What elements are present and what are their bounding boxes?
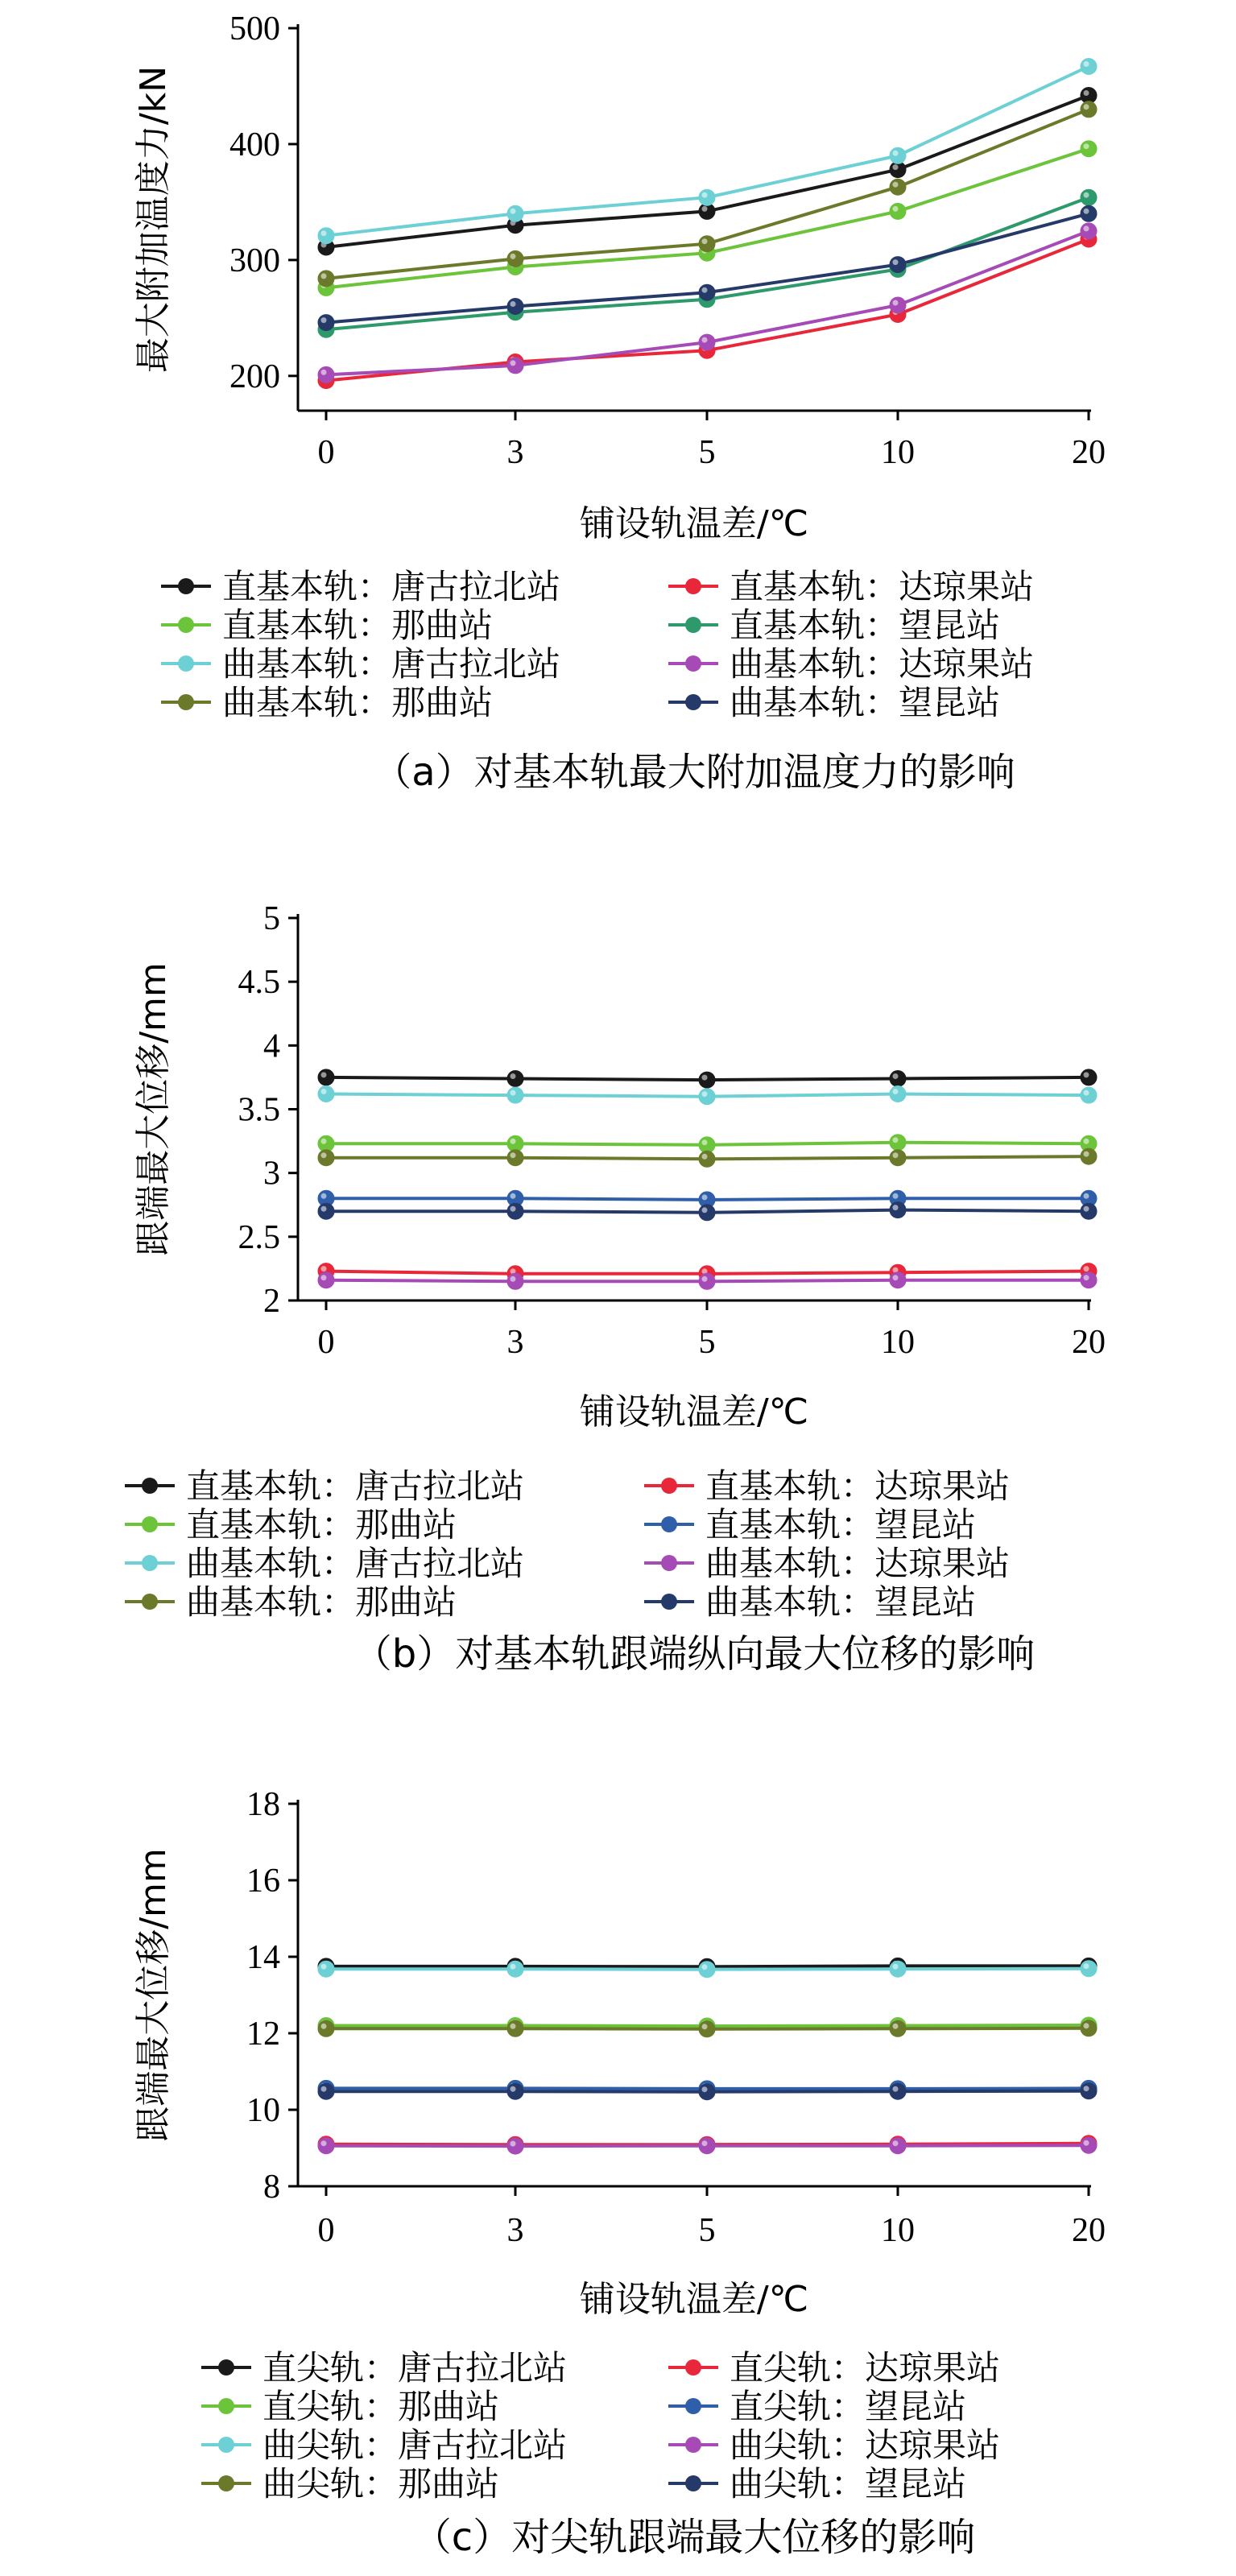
data-point-highlight — [893, 1205, 899, 1210]
x-tick-label: 10 — [881, 2212, 915, 2249]
x-tick-label: 20 — [1072, 434, 1106, 471]
legend-swatch-marker — [661, 1478, 677, 1494]
data-point-highlight — [511, 209, 516, 214]
x-tick-label: 5 — [698, 434, 716, 471]
data-point-highlight — [511, 1139, 516, 1144]
data-point-highlight — [702, 2140, 708, 2146]
data-point-highlight — [1084, 1090, 1089, 1096]
legend-label: 直尖轨：达琼果站 — [730, 2348, 1001, 2388]
data-point-highlight — [1084, 1963, 1089, 1969]
data-point-highlight — [1084, 2023, 1089, 2028]
x-tick-label: 5 — [698, 1324, 716, 1361]
data-point — [1081, 2020, 1097, 2036]
data-point — [1081, 223, 1097, 239]
data-point-highlight — [893, 1137, 899, 1143]
data-point — [699, 236, 715, 252]
y-tick-label: 3.5 — [238, 1091, 280, 1129]
y-tick-label: 500 — [229, 10, 280, 48]
data-point — [890, 203, 906, 219]
legend-label: 曲基本轨：望昆站 — [705, 1582, 977, 1622]
data-point — [1081, 1069, 1097, 1085]
data-point — [507, 1150, 523, 1166]
data-point-highlight — [893, 164, 899, 170]
data-point — [507, 2020, 523, 2036]
figure-caption: （c）对尖轨跟端最大位移的影响 — [412, 2515, 976, 2560]
x-tick-label: 3 — [506, 1324, 524, 1361]
data-point-highlight — [1084, 1072, 1089, 1077]
data-point-highlight — [1084, 61, 1089, 67]
data-point-highlight — [511, 1152, 516, 1158]
data-point-highlight — [321, 370, 327, 375]
data-point-highlight — [1084, 225, 1089, 231]
data-point-highlight — [1084, 1275, 1089, 1280]
y-tick-label: 4.5 — [238, 964, 280, 1002]
data-point-highlight — [702, 1276, 708, 1282]
y-tick-label: 8 — [263, 2169, 280, 2206]
data-point-highlight — [702, 2024, 708, 2029]
data-point — [890, 1272, 906, 1288]
legend-label: 曲尖轨：唐古拉北站 — [262, 2425, 568, 2465]
figure-caption: （b）对基本轨跟端纵向最大位移的影响 — [353, 1631, 1036, 1677]
data-point — [699, 1962, 715, 1978]
y-tick-label: 14 — [246, 1939, 280, 1976]
data-point-highlight — [893, 1193, 899, 1199]
legend-swatch-marker — [142, 1555, 158, 1571]
legend-label: 曲基本轨：那曲站 — [186, 1582, 457, 1622]
data-point-highlight — [1084, 104, 1089, 110]
y-tick-label: 5 — [263, 900, 280, 937]
legend-swatch-marker — [218, 2398, 234, 2414]
legend-swatch-marker — [178, 578, 194, 594]
data-point — [318, 1203, 334, 1219]
legend-label: 直基本轨：唐古拉北站 — [186, 1466, 525, 1506]
x-axis-label: 铺设轨温差/℃ — [579, 503, 809, 544]
y-tick-label: 10 — [246, 2092, 280, 2129]
data-point — [318, 271, 334, 287]
legend-swatch-marker — [685, 2359, 701, 2375]
legend-swatch-marker — [685, 2437, 701, 2453]
data-point-highlight — [893, 2024, 899, 2029]
legend-swatch-marker — [685, 2475, 701, 2491]
y-tick-label: 16 — [246, 1863, 280, 1900]
data-point-highlight — [702, 206, 708, 212]
x-tick-label: 10 — [881, 1324, 915, 1361]
data-point-highlight — [1084, 1152, 1089, 1157]
data-point — [699, 284, 715, 300]
data-point-highlight — [321, 1206, 327, 1212]
data-point — [318, 2020, 334, 2036]
x-tick-label: 20 — [1072, 2212, 1106, 2249]
data-point — [1081, 189, 1097, 205]
data-point-highlight — [702, 1139, 708, 1145]
data-point — [1081, 1148, 1097, 1164]
data-point-highlight — [893, 1964, 899, 1970]
data-point-highlight — [511, 1073, 516, 1079]
data-point-highlight — [511, 301, 516, 307]
data-point — [318, 1272, 334, 1288]
data-point-highlight — [893, 2086, 899, 2092]
legend-swatch-marker — [178, 617, 194, 633]
legend-label: 直基本轨：唐古拉北站 — [222, 567, 561, 606]
data-point-highlight — [321, 1193, 327, 1199]
data-point-highlight — [1084, 2086, 1089, 2091]
data-point-highlight — [511, 1276, 516, 1282]
legend-label: 直尖轨：唐古拉北站 — [262, 2348, 568, 2388]
x-tick-label: 3 — [506, 2212, 524, 2249]
legend-swatch-marker — [685, 617, 701, 633]
data-point — [318, 1961, 334, 1977]
data-point — [1081, 1203, 1097, 1219]
data-point-highlight — [321, 273, 327, 279]
legend-label: 曲基本轨：达琼果站 — [730, 644, 1035, 684]
data-point — [318, 315, 334, 331]
y-tick-label: 400 — [229, 126, 280, 163]
data-point-highlight — [511, 2086, 516, 2092]
data-point — [318, 366, 334, 382]
legend-label: 直尖轨：望昆站 — [730, 2387, 967, 2426]
data-point — [507, 1273, 523, 1289]
legend-swatch-marker — [142, 1478, 158, 1494]
data-point-highlight — [321, 1072, 327, 1077]
legend-label: 曲基本轨：达琼果站 — [705, 1544, 1011, 1583]
legend-label: 直尖轨：那曲站 — [262, 2387, 500, 2426]
legend-swatch-marker — [218, 2359, 234, 2375]
data-point-highlight — [321, 2086, 327, 2092]
x-tick-label: 0 — [317, 2212, 335, 2249]
data-point — [318, 2138, 334, 2154]
x-tick-label: 5 — [698, 2212, 716, 2249]
x-axis-label: 铺设轨温差/℃ — [579, 1391, 809, 1433]
data-point — [507, 1087, 523, 1103]
data-point-highlight — [511, 1964, 516, 1970]
legend-swatch-marker — [218, 2475, 234, 2491]
data-point — [1081, 1272, 1097, 1288]
data-point-highlight — [702, 192, 708, 198]
data-point — [890, 2020, 906, 2036]
data-point-highlight — [702, 1075, 708, 1081]
y-tick-label: 300 — [229, 242, 280, 279]
data-point-highlight — [702, 2086, 708, 2092]
data-point-highlight — [321, 1964, 327, 1970]
data-point-highlight — [702, 1964, 708, 1970]
legend-swatch-marker — [685, 578, 701, 594]
data-point-highlight — [321, 1089, 327, 1094]
y-axis-label: 跟端最大位移/mm — [133, 1848, 174, 2142]
legend-label: 直基本轨：望昆站 — [730, 606, 1001, 645]
x-axis-label: 铺设轨温差/℃ — [579, 2279, 809, 2320]
data-point — [318, 2083, 334, 2099]
data-point-highlight — [511, 2024, 516, 2029]
data-point — [507, 1203, 523, 1219]
legend-swatch-marker — [661, 1516, 677, 1532]
data-point — [1081, 2137, 1097, 2153]
data-point — [890, 1202, 906, 1218]
data-point — [318, 1150, 334, 1166]
data-point-highlight — [1084, 2140, 1089, 2146]
legend-swatch-marker — [142, 1594, 158, 1610]
y-tick-label: 2 — [263, 1283, 280, 1320]
data-point — [699, 334, 715, 350]
data-point-highlight — [321, 1152, 327, 1158]
legend-swatch-marker — [661, 1594, 677, 1610]
data-point-highlight — [1084, 1193, 1089, 1199]
data-point-highlight — [321, 230, 327, 236]
legend-label: 曲基本轨：那曲站 — [222, 683, 494, 722]
data-point — [1081, 141, 1097, 157]
data-point — [1081, 1961, 1097, 1977]
legend-label: 曲尖轨：那曲站 — [262, 2464, 500, 2504]
x-tick-label: 10 — [881, 434, 915, 471]
data-point-highlight — [702, 1207, 708, 1213]
data-point-highlight — [893, 1089, 899, 1094]
data-point — [507, 299, 523, 315]
data-point-highlight — [893, 259, 899, 265]
y-tick-label: 18 — [246, 1786, 280, 1823]
data-point-highlight — [702, 1194, 708, 1200]
y-tick-label: 200 — [229, 358, 280, 395]
data-point-highlight — [1084, 209, 1089, 214]
data-point-highlight — [702, 1154, 708, 1160]
data-point — [890, 1135, 906, 1151]
data-point-highlight — [893, 2140, 899, 2146]
data-point — [890, 1961, 906, 1977]
legend-label: 直基本轨：那曲站 — [222, 606, 494, 645]
x-tick-label: 0 — [317, 434, 335, 471]
data-point — [318, 1086, 334, 1102]
legend-label: 直基本轨：那曲站 — [186, 1505, 457, 1544]
data-point-highlight — [511, 1193, 516, 1199]
data-point-highlight — [702, 238, 708, 244]
data-point — [1081, 59, 1097, 75]
data-point — [699, 1089, 715, 1105]
legend-swatch-marker — [661, 1555, 677, 1571]
data-point — [507, 2083, 523, 2099]
data-point — [699, 1151, 715, 1167]
legend-label: 曲基本轨：唐古拉北站 — [186, 1544, 525, 1583]
legend-swatch-marker — [685, 655, 701, 672]
legend-label: 曲基本轨：唐古拉北站 — [222, 644, 561, 684]
data-point — [507, 1071, 523, 1087]
y-tick-label: 2.5 — [238, 1218, 280, 1256]
data-point — [699, 2021, 715, 2037]
legend-swatch-marker — [685, 694, 701, 710]
legend-label: 曲基本轨：望昆站 — [730, 683, 1001, 722]
data-point-highlight — [1084, 1139, 1089, 1144]
x-tick-label: 3 — [506, 434, 524, 471]
y-tick-label: 3 — [263, 1155, 280, 1193]
x-tick-label: 0 — [317, 1324, 335, 1361]
legend-label: 直基本轨：达琼果站 — [730, 567, 1035, 606]
data-point — [890, 1150, 906, 1166]
data-point-highlight — [893, 1152, 899, 1158]
data-point-highlight — [1084, 1206, 1089, 1212]
data-point — [507, 358, 523, 374]
data-point-highlight — [511, 2141, 516, 2147]
legend-swatch-marker — [685, 2398, 701, 2414]
data-point — [1081, 1087, 1097, 1103]
data-point-highlight — [1084, 143, 1089, 149]
data-point — [1081, 2083, 1097, 2099]
figure-caption: （a）对基本轨最大附加温度力的影响 — [373, 750, 1015, 795]
legend-swatch-marker — [218, 2437, 234, 2453]
data-point-highlight — [1084, 1266, 1089, 1271]
data-point — [699, 2138, 715, 2154]
data-point-highlight — [321, 2140, 327, 2146]
data-point — [890, 297, 906, 313]
data-point-highlight — [893, 300, 899, 306]
data-point-highlight — [511, 360, 516, 366]
legend-label: 曲尖轨：达琼果站 — [730, 2425, 1001, 2465]
data-point-highlight — [893, 206, 899, 212]
x-tick-label: 20 — [1072, 1324, 1106, 1361]
data-point — [890, 179, 906, 195]
data-point — [699, 1072, 715, 1088]
data-point-highlight — [1084, 192, 1089, 198]
data-point — [890, 1071, 906, 1087]
data-point-highlight — [321, 2024, 327, 2029]
data-point — [507, 250, 523, 267]
data-point — [890, 147, 906, 163]
data-point — [507, 2138, 523, 2154]
data-point — [507, 205, 523, 221]
legend-label: 直基本轨：达琼果站 — [705, 1466, 1011, 1506]
data-point-highlight — [321, 1139, 327, 1144]
data-point-highlight — [893, 1275, 899, 1280]
data-point-highlight — [702, 1091, 708, 1097]
data-point-highlight — [511, 1090, 516, 1096]
data-point-highlight — [321, 1266, 327, 1271]
data-point-highlight — [511, 1206, 516, 1212]
data-point — [699, 189, 715, 205]
data-point — [890, 2138, 906, 2154]
data-point-highlight — [1084, 90, 1089, 96]
data-point-highlight — [321, 1275, 327, 1280]
data-point-highlight — [893, 151, 899, 156]
data-point — [890, 257, 906, 273]
data-point — [890, 1086, 906, 1102]
data-point — [507, 1961, 523, 1977]
legend-swatch-marker — [142, 1516, 158, 1532]
data-point — [318, 228, 334, 244]
legend-swatch-marker — [178, 655, 194, 672]
data-point — [1081, 101, 1097, 118]
data-point — [890, 2083, 906, 2099]
legend-label: 曲尖轨：望昆站 — [730, 2464, 967, 2504]
data-point — [1081, 205, 1097, 221]
legend-swatch-marker — [178, 694, 194, 710]
y-tick-label: 12 — [246, 2016, 280, 2053]
data-point-highlight — [702, 337, 708, 343]
data-point-highlight — [893, 1073, 899, 1079]
data-point — [699, 2084, 715, 2100]
data-point-highlight — [511, 254, 516, 259]
legend-label: 直基本轨：望昆站 — [705, 1505, 977, 1544]
y-axis-label: 最大附加温度力/kN — [133, 65, 174, 374]
y-axis-label: 跟端最大位移/mm — [133, 962, 174, 1256]
data-point-highlight — [321, 317, 327, 323]
y-tick-label: 4 — [263, 1028, 280, 1065]
data-point-highlight — [893, 182, 899, 188]
data-point — [699, 1205, 715, 1221]
data-point — [699, 1273, 715, 1289]
data-point-highlight — [702, 287, 708, 293]
data-point — [318, 1069, 334, 1085]
